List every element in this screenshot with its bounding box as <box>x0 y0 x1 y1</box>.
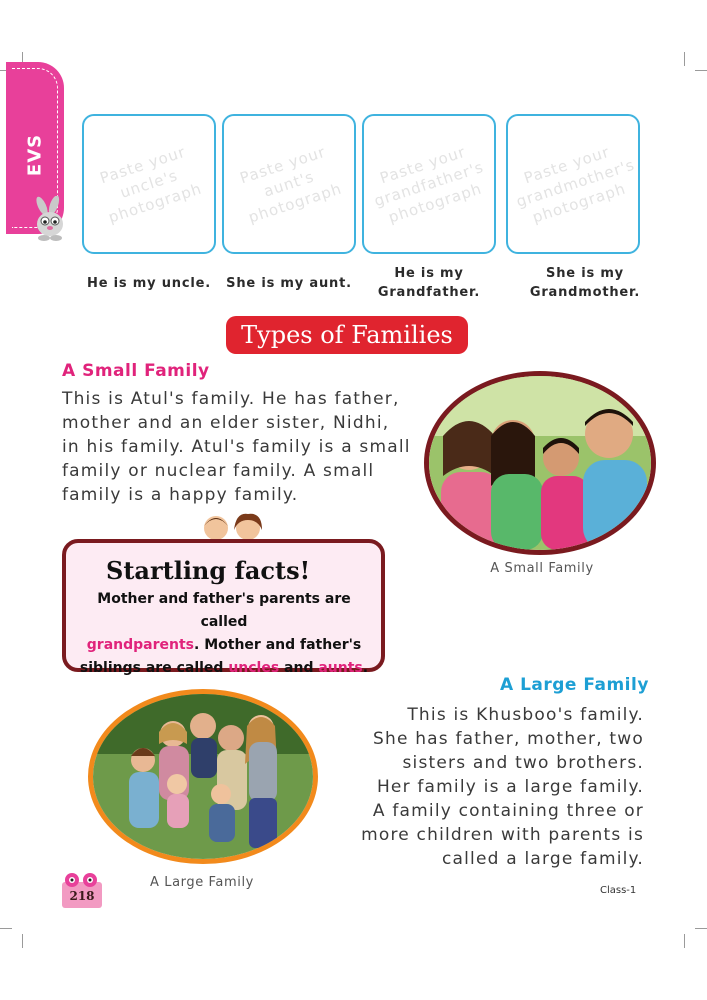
photo-box-grandmother[interactable] <box>506 114 640 254</box>
photo-box-aunt[interactable] <box>222 114 356 254</box>
caption-line: He is my <box>394 266 464 281</box>
crop-mark <box>684 52 685 66</box>
class-label: Class-1 <box>600 885 637 896</box>
caption-line: Grandmother. <box>529 285 641 300</box>
subject-tab-label: EVS <box>24 133 46 177</box>
facts-text-fragment: . <box>362 660 369 676</box>
term-grandparents: grandparents <box>86 637 195 653</box>
large-family-paragraph <box>352 703 644 871</box>
paragraph-line: This is Khusboo's family. <box>407 705 644 725</box>
crop-mark <box>684 934 685 948</box>
caption-line: Grandfather. <box>377 285 481 300</box>
startling-facts-text <box>74 588 374 680</box>
small-family-heading: A Small Family <box>62 361 210 381</box>
paragraph-line: in his family. Atul's family is a small <box>62 437 411 457</box>
photo-box-grandfather[interactable] <box>362 114 496 254</box>
large-family-heading: A Large Family <box>500 675 649 695</box>
facts-text-fragment: . Mother and father's <box>194 637 362 653</box>
small-family-photo-caption: A Small Family <box>490 561 594 576</box>
crop-mark <box>695 928 707 929</box>
photo-caption-uncle: He is my uncle. <box>87 276 211 291</box>
paragraph-line: family is a happy family. <box>62 485 299 505</box>
paragraph-line: She has father, mother, two <box>372 729 644 749</box>
photo-caption-grandmother <box>506 264 664 302</box>
family-illustration <box>93 694 313 859</box>
crop-mark <box>695 70 707 71</box>
facts-line <box>74 657 374 680</box>
paragraph-line: A family containing three or <box>372 801 644 821</box>
paragraph-line: more children with parents is <box>361 825 644 845</box>
crop-mark <box>22 934 23 948</box>
facts-text-fragment: siblings are called <box>79 660 229 676</box>
small-family-paragraph <box>62 387 412 507</box>
facts-line <box>74 634 374 657</box>
startling-facts-title: Startling facts! <box>106 556 311 585</box>
facts-text-fragment: and <box>279 660 319 676</box>
paragraph-line: called a large family. <box>441 849 644 869</box>
photo-placeholder-text: Paste your uncle's photograph <box>97 142 205 227</box>
large-family-photo-caption: A Large Family <box>150 875 254 890</box>
page-number: 218 <box>69 889 95 903</box>
photo-caption-aunt: She is my aunt. <box>226 276 352 291</box>
paragraph-line: Her family is a large family. <box>376 777 644 797</box>
photo-box-uncle[interactable] <box>82 114 216 254</box>
paragraph-line: sisters and two brothers. <box>402 753 644 773</box>
photo-placeholder-text: Paste your grandmother's photograph <box>514 142 638 227</box>
photo-placeholder-text: Paste your grandfather's photograph <box>371 142 487 227</box>
section-title-banner: Types of Families <box>226 316 468 354</box>
photo-caption-grandfather <box>362 264 496 302</box>
caption-line: She is my <box>546 266 624 281</box>
crop-mark <box>0 928 12 929</box>
photo-placeholder-text: Paste your aunt's photograph <box>237 142 345 227</box>
bunny-mascot-icon <box>28 196 72 244</box>
paragraph-line: family or nuclear family. A small <box>62 461 375 481</box>
paragraph-line: This is Atul's family. He has father, <box>62 389 400 409</box>
term-uncles: uncles <box>228 660 280 676</box>
paragraph-line: mother and an elder sister, Nidhi, <box>62 413 390 433</box>
term-aunts: aunts <box>318 660 363 676</box>
family-illustration <box>429 376 651 550</box>
small-family-photo <box>424 371 656 555</box>
large-family-photo <box>88 689 318 864</box>
facts-line: Mother and father's parents are called <box>97 591 351 630</box>
